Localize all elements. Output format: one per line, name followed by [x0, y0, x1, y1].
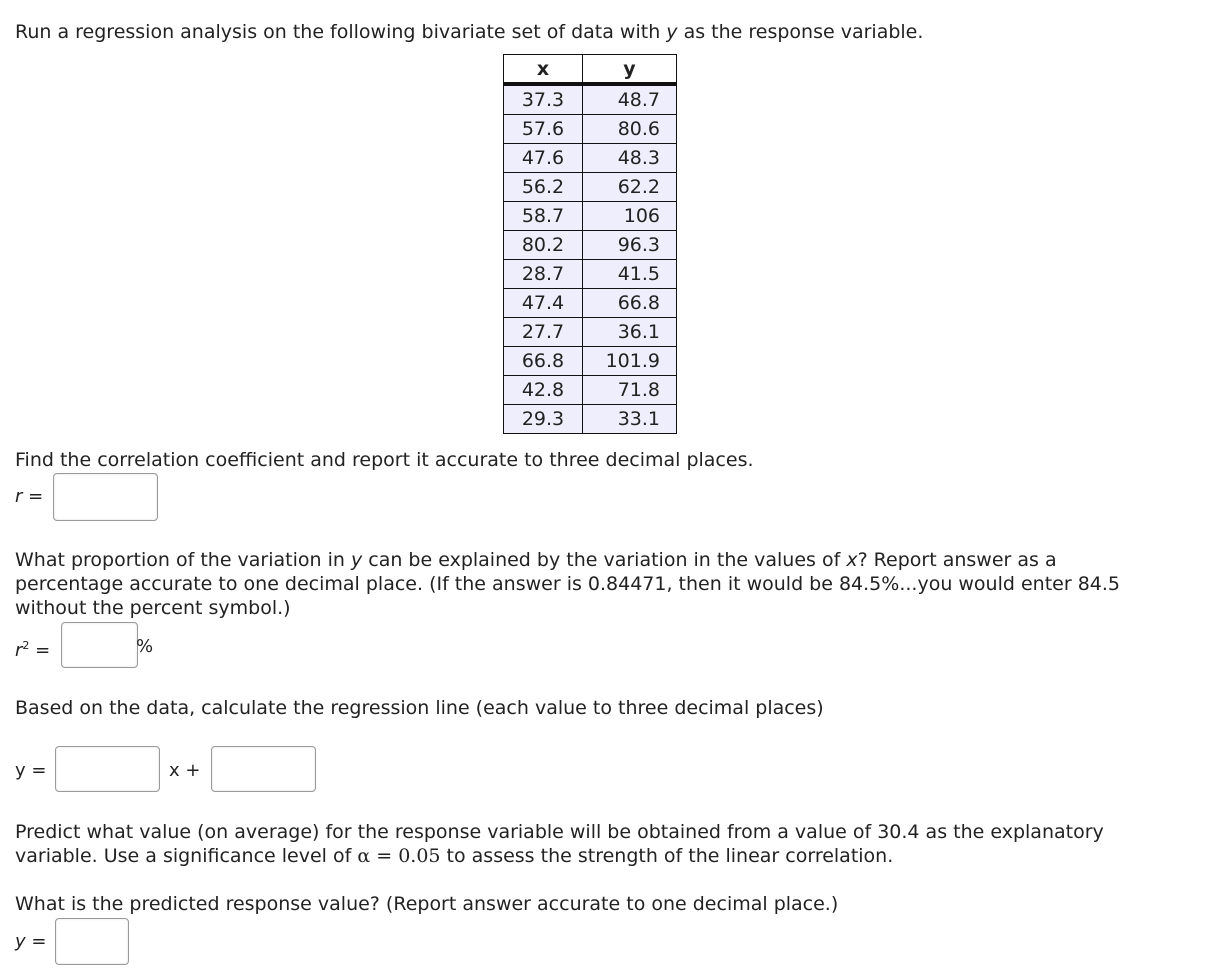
- percent-sign: %: [136, 636, 154, 657]
- table-cell-y: 66.8: [583, 289, 677, 318]
- table-cell-y: 62.2: [583, 173, 677, 202]
- x-plus-label: x +: [169, 760, 201, 781]
- table-row: [504, 173, 677, 202]
- table-row: [504, 289, 677, 318]
- table-row: [504, 84, 677, 115]
- table-cell-x: 80.2: [504, 231, 583, 260]
- table-cell-y: 41.5: [583, 260, 677, 289]
- r-label: r =: [15, 486, 44, 507]
- r-answer-input[interactable]: [53, 473, 158, 521]
- q1-prompt: Find the correlation coefficient and report it accurate to three decimal places.: [15, 449, 754, 471]
- r-squared-answer-input[interactable]: [61, 622, 138, 668]
- table-cell-y: 101.9: [583, 347, 677, 376]
- table-row: [504, 144, 677, 173]
- table-cell-y: 48.7: [583, 84, 677, 115]
- table-row: [504, 405, 677, 434]
- q2-prompt: What proportion of the variation in y can be explained by the variation in the values of x? Report answer as a percentage accurate to one decimal place. (If the answer is 0.84471, then it would be 84.5%...you would enter 84.5 without the percent symbol.): [15, 549, 1121, 619]
- table-cell-x: 47.4: [504, 289, 583, 318]
- table-cell-x: 57.6: [504, 115, 583, 144]
- table-cell-y: 33.1: [583, 405, 677, 434]
- table-cell-x: 66.8: [504, 347, 583, 376]
- table-cell-y: 80.6: [583, 115, 677, 144]
- table-cell-x: 56.2: [504, 173, 583, 202]
- table-header-row: [504, 55, 677, 85]
- intercept-input[interactable]: [211, 746, 316, 792]
- table-row: [504, 260, 677, 289]
- table-cell-y: 106: [583, 202, 677, 231]
- table-row: [504, 318, 677, 347]
- table-header-x: x: [504, 55, 583, 85]
- table-cell-x: 27.7: [504, 318, 583, 347]
- data-table: [503, 54, 677, 434]
- table-cell-y: 71.8: [583, 376, 677, 405]
- table-cell-y: 96.3: [583, 231, 677, 260]
- table-body: [504, 84, 677, 434]
- intro-var: y: [666, 21, 678, 43]
- slope-input[interactable]: [55, 746, 160, 792]
- q3-prompt: Based on the data, calculate the regression line (each value to three decimal places): [15, 697, 824, 719]
- r-squared-label: $r^2$ =: [15, 639, 51, 661]
- table-row: [504, 347, 677, 376]
- predicted-answer-input[interactable]: [55, 918, 129, 965]
- table-cell-x: 42.8: [504, 376, 583, 405]
- table-header-y: y: [583, 55, 677, 85]
- table-cell-x: 37.3: [504, 84, 583, 115]
- table-cell-x: 58.7: [504, 202, 583, 231]
- table-cell-x: 29.3: [504, 405, 583, 434]
- table-cell-x: 47.6: [504, 144, 583, 173]
- predicted-y-label: y =: [15, 931, 47, 952]
- q5-prompt: What is the predicted response value? (Report answer accurate to one decimal place.): [15, 893, 839, 915]
- table-row: [504, 115, 677, 144]
- alpha-expression: α = 0.05: [357, 845, 441, 867]
- table-cell-y: 48.3: [583, 144, 677, 173]
- table-row: [504, 376, 677, 405]
- table-row: [504, 202, 677, 231]
- table-cell-x: 28.7: [504, 260, 583, 289]
- q4-prompt: Predict what value (on average) for the response variable will be obtained from a value of 30.4 as the explanatory variable. Use a significance level of α = 0.05 to assess the strength of the linear correlation.: [15, 821, 1104, 867]
- table-cell-y: 36.1: [583, 318, 677, 347]
- intro-text: Run a regression analysis on the following bivariate set of data with y as the response variable.: [15, 21, 924, 43]
- table-row: [504, 231, 677, 260]
- regression-y-label: y =: [15, 760, 47, 781]
